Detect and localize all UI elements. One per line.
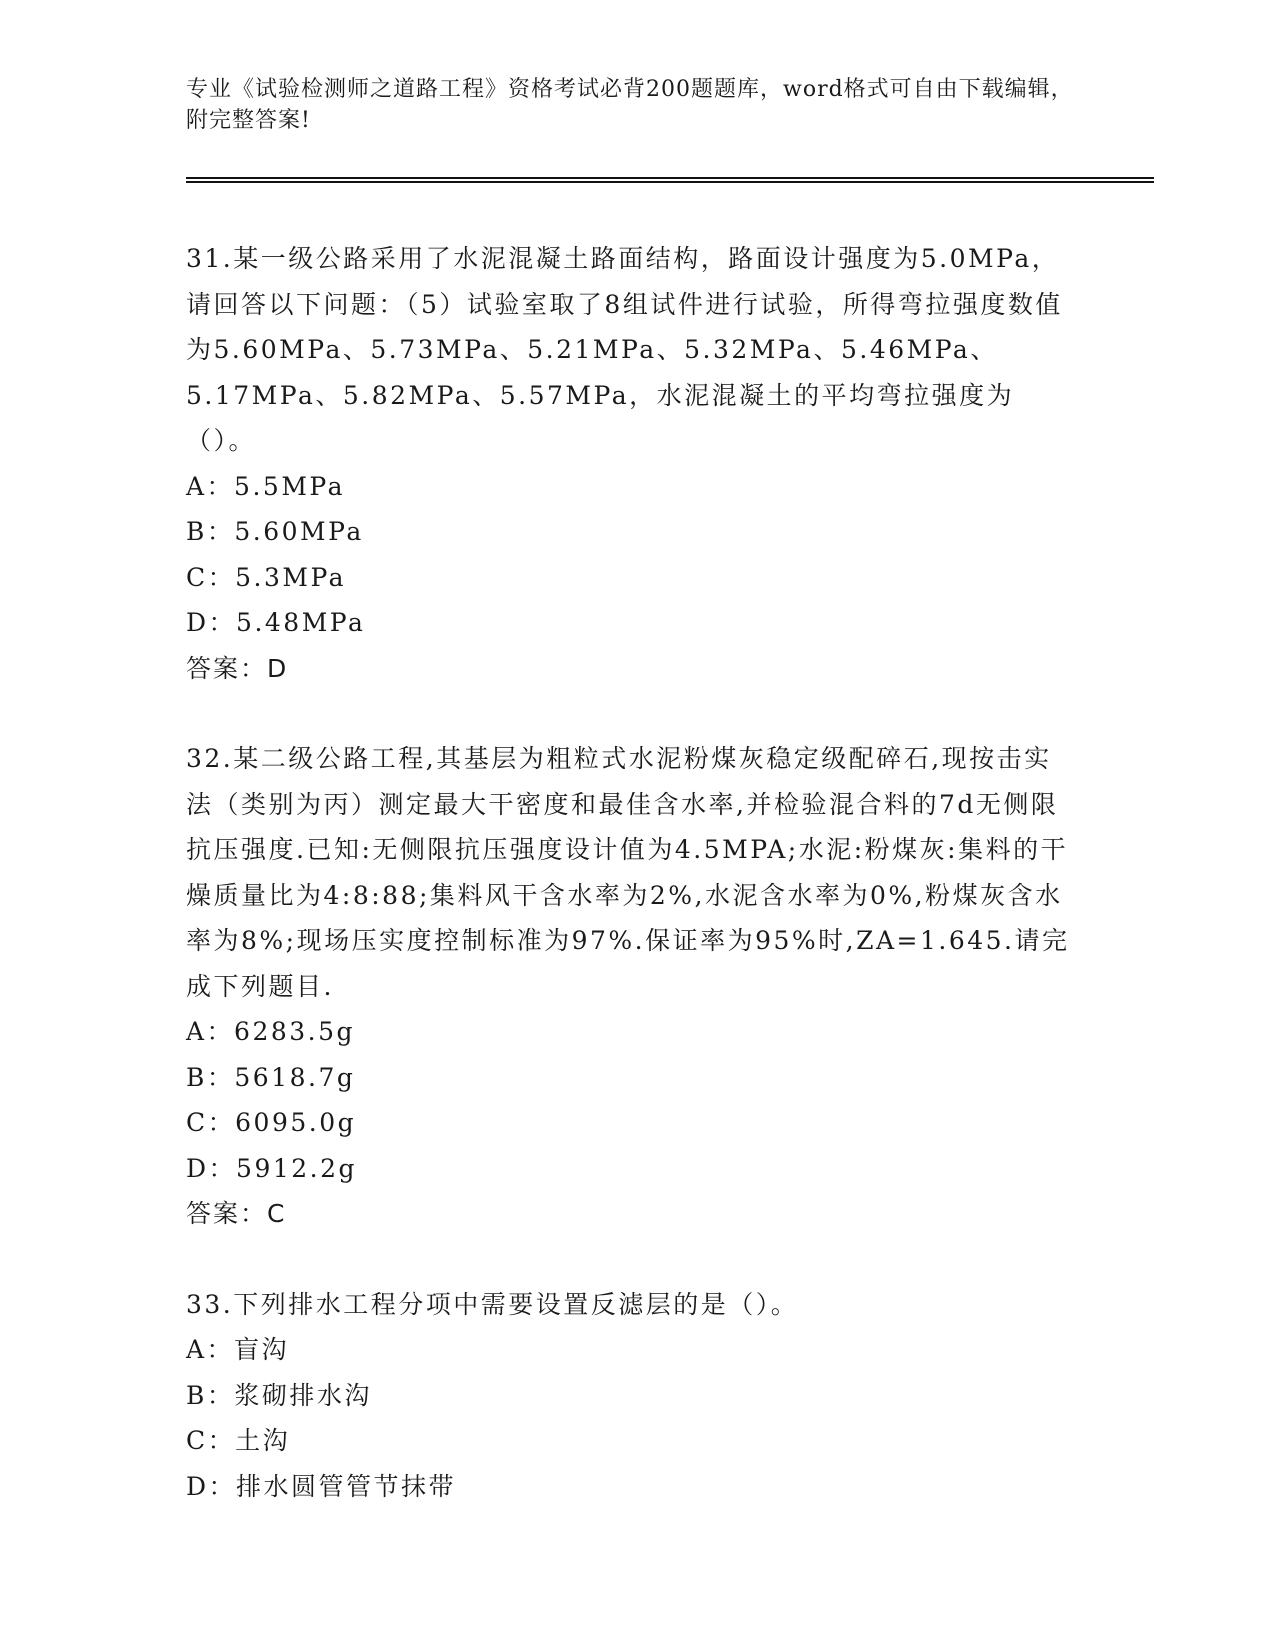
document-header: 专业《试验检测师之道路工程》资格考试必背200题题库，word格式可自由下载编辑，附完整答案!: [186, 77, 1074, 133]
option-d: D：排水圆管管节抹带: [186, 1471, 457, 1501]
question-text: 32.某二级公路工程,其基层为粗粒式水泥粉煤灰稳定级配碎石,现按击实法（类别为丙）测定最大干密度和最佳含水率,并检验混合料的7d无侧限抗压强度.已知:无侧限抗压强度设计值为4.5MPA;水泥:粉煤灰:集料的干燥质量比为4:8:88;集料风干含水率为2%,水泥含水率为0%,粉煤灰含水率为8%;现场压实度控制标准为97%.保证率为95%时,ZA=1.645.请完成下列题目.: [186, 744, 1070, 1001]
answer-text: 答案：C: [186, 1199, 287, 1228]
question-spacer: [186, 691, 1076, 736]
option-c: C：6095.0g: [186, 1108, 357, 1137]
question-33: [186, 1282, 1076, 1510]
header-rule-top: [186, 177, 1154, 179]
option-a: A：5.5MPa: [186, 471, 346, 501]
option-d: D：5912.2g: [186, 1153, 358, 1183]
option-c: C：5.3MPa: [186, 562, 347, 592]
option-b: B：5.60MPa: [186, 517, 364, 546]
option-d: D：5.48MPa: [186, 608, 366, 637]
option-c: C：土沟: [186, 1426, 291, 1455]
question-32: [186, 736, 1076, 1237]
question-list: [186, 236, 1076, 1509]
header-rule-bottom: [186, 181, 1154, 183]
option-b: B：5618.7g: [186, 1062, 356, 1092]
option-a: A：6283.5g: [186, 1017, 356, 1046]
option-a: A：盲沟: [186, 1335, 290, 1364]
question-text: 33.下列排水工程分项中需要设置反滤层的是（）。: [186, 1289, 799, 1319]
option-b: B：浆砌排水沟: [186, 1380, 372, 1410]
question-31: [186, 236, 1076, 691]
answer-text: 答案：D: [186, 653, 289, 683]
question-spacer: [186, 1237, 1076, 1282]
question-text: 31.某一级公路采用了水泥混凝土路面结构，路面设计强度为5.0MPa，请回答以下问题：（5）试验室取了8组试件进行试验，所得弯拉强度数值为5.60MPa、5.73MPa、5.21MPa、5.32MPa、5.46MPa、5.17MPa、5.82MPa、5.57MPa，水泥混凝土的平均弯拉强度为（）。: [186, 244, 1063, 455]
